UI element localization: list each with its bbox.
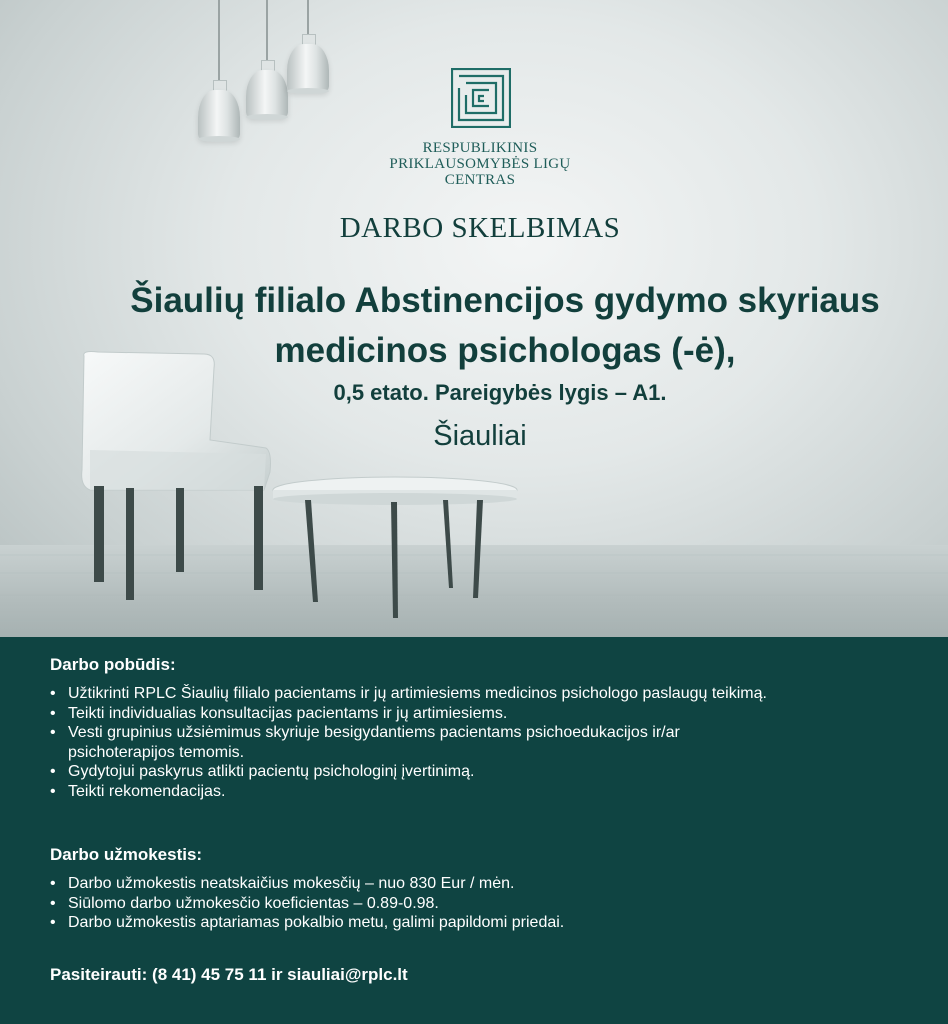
bullet-icon: • — [50, 724, 56, 741]
list-item-text: Siūlomo darbo užmokesčio koeficientas – 0.89-0.98. — [68, 894, 439, 912]
rplc-maze-logo-icon — [451, 68, 511, 128]
list-item-continuation — [50, 743, 767, 763]
job-title — [40, 276, 948, 376]
bullet-icon: • — [50, 875, 56, 892]
bullet-icon: • — [50, 704, 56, 722]
details-panel — [0, 637, 948, 1024]
list-item — [50, 894, 564, 914]
pendant-lamp-right — [285, 0, 331, 100]
list-item — [50, 782, 767, 802]
list-item — [50, 684, 767, 704]
org-line-3: CENTRAS — [444, 172, 516, 188]
bullet-icon: • — [50, 894, 56, 912]
list-item-text: psichoterapijos temomis. — [68, 743, 245, 761]
list-item — [50, 723, 767, 743]
list-item-text: Teikti individualias konsultacijas pacientams ir jų artimiesiems. — [68, 704, 508, 722]
ad-label: DARBO SKELBIMAS — [339, 212, 621, 244]
org-line-2: PRIKLAUSOMYBĖS LIGŲ — [389, 156, 571, 172]
list-item-text: Darbo užmokestis neatskaičius mokesčių – nuo 830 Eur / mėn. — [68, 875, 515, 892]
list-item-text: Gydytojui paskyrus atlikti pacientų psichologinį įvertinimą. — [68, 763, 475, 780]
job-title-line-1: Šiaulių filialo Abstinencijos gydymo skyriaus — [130, 281, 880, 320]
salary-title: Darbo užmokestis: — [50, 845, 203, 864]
organization-name — [360, 140, 600, 188]
list-item-text: Darbo užmokestis aptariamas pokalbio metu, galimi papildomi priedai. — [68, 914, 565, 931]
salary-list — [50, 874, 564, 933]
job-rate: 0,5 etato. Pareigybės lygis – A1. — [333, 380, 667, 405]
pendant-lamp-middle — [244, 0, 290, 124]
list-item — [50, 704, 767, 724]
bullet-icon: • — [50, 914, 56, 931]
list-item-text: Teikti rekomendacijas. — [68, 782, 226, 800]
duties-list — [50, 684, 767, 801]
bullet-icon: • — [50, 782, 56, 800]
contact-info[interactable]: Pasiteirauti: (8 41) 45 75 11 ir siauliai@rplc.lt — [50, 965, 408, 984]
job-title-line-2: medicinos psichologas (-ė), — [274, 331, 736, 370]
org-line-1: RESPUBLIKINIS — [422, 140, 538, 156]
bullet-icon: • — [50, 763, 56, 780]
list-item-text: Vesti grupinius užsiėmimus skyriuje besigydantiems pacientams psichoedukacijos ir/ar — [68, 724, 680, 741]
list-item — [50, 874, 564, 894]
list-item — [50, 762, 767, 782]
table-illustration — [265, 470, 525, 620]
pendant-lamp-left — [196, 0, 242, 145]
list-item — [50, 913, 564, 933]
bullet-icon: • — [50, 685, 56, 702]
job-city: Šiauliai — [433, 420, 527, 452]
duties-title: Darbo pobūdis: — [50, 655, 176, 674]
list-item-text: Užtikrinti RPLC Šiaulių filialo pacientams ir jų artimiesiems medicinos psichologo paslaugų teikimą. — [68, 685, 767, 702]
